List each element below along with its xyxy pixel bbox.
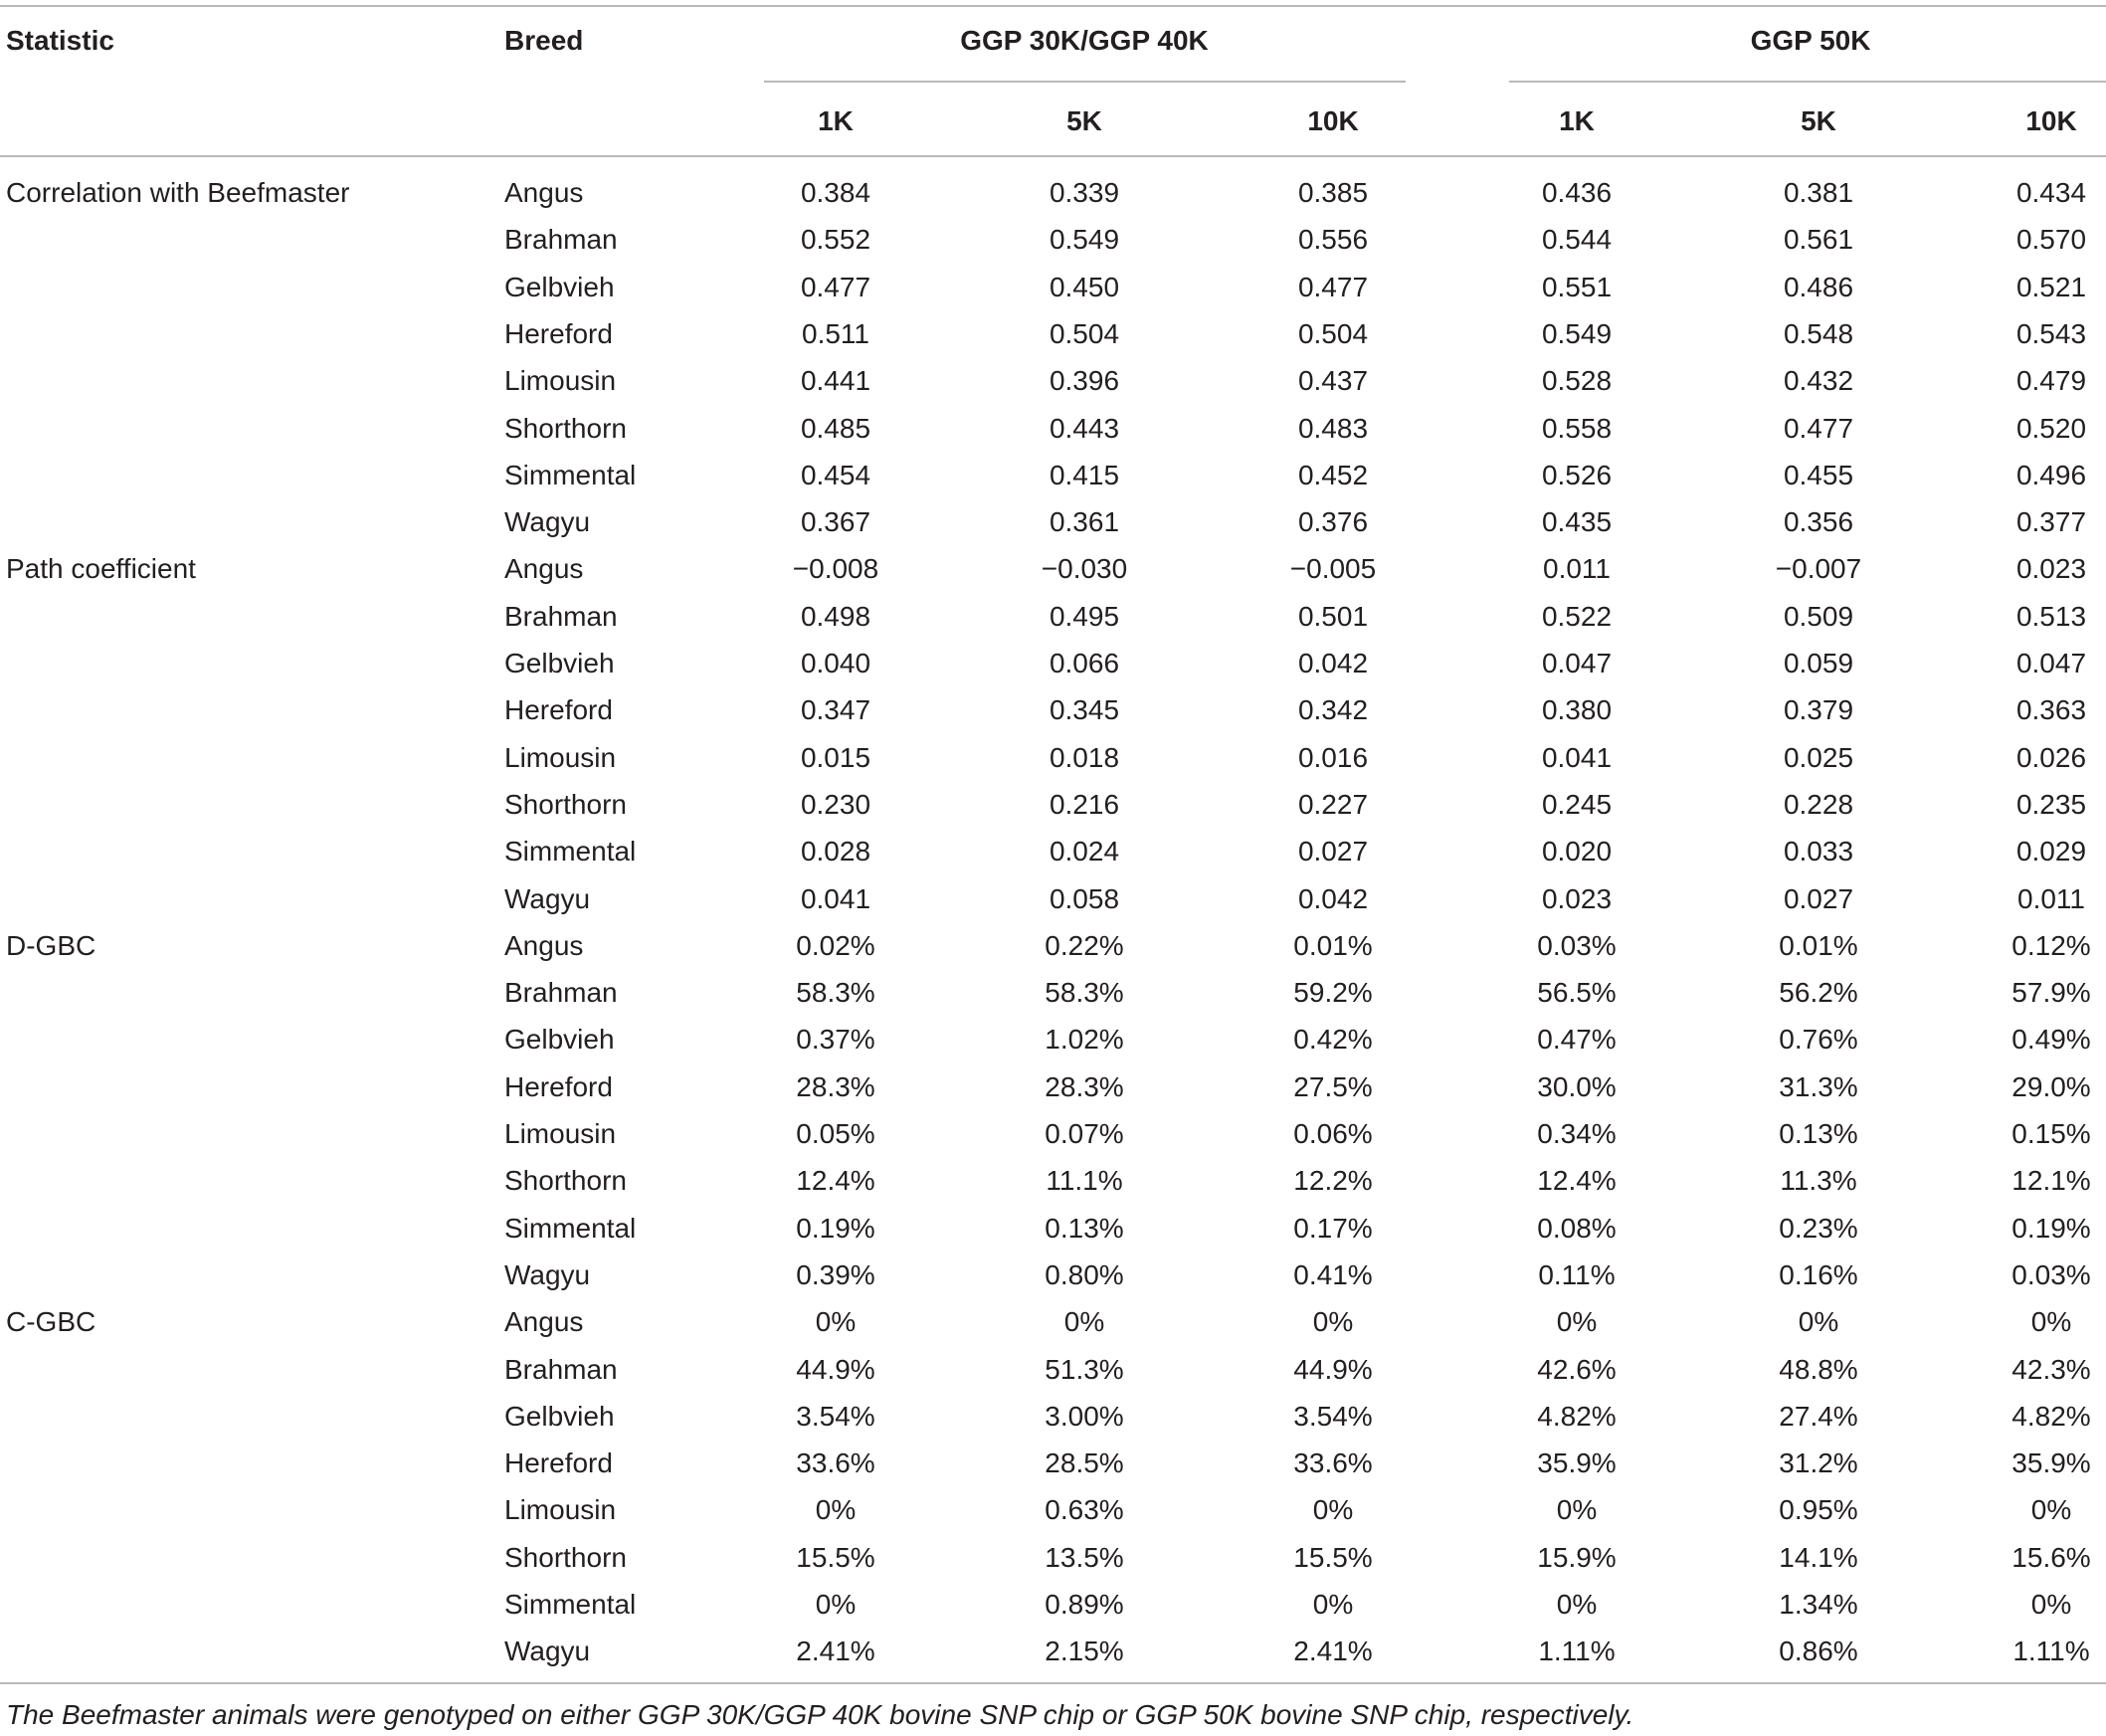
value-cell: 0.37%: [796, 1024, 875, 1056]
value-cell: 0.49%: [2011, 1024, 2091, 1056]
subheader-col-2: 5K: [1066, 105, 1102, 136]
value-cell: 29.0%: [2011, 1070, 2091, 1102]
value-cell: 15.9%: [1537, 1541, 1617, 1573]
value-cell: 0.245: [1541, 788, 1613, 820]
header-breed: Breed: [504, 25, 584, 56]
breed-cell: Angus: [504, 177, 584, 208]
breed-cell: Hereford: [504, 317, 613, 349]
value-cell: 0.023: [1541, 882, 1613, 914]
value-cell: 0.19%: [2011, 1212, 2091, 1244]
value-cell: 28.5%: [1045, 1447, 1124, 1479]
value-cell: 0.380: [1541, 694, 1613, 726]
header-group-ggp30-40: GGP 30K/GGP 40K: [960, 25, 1209, 56]
value-cell: 0.561: [1783, 224, 1854, 256]
value-cell: 0.07%: [1045, 1118, 1124, 1149]
value-cell: 12.2%: [1293, 1165, 1373, 1197]
value-cell: 0.339: [1049, 177, 1120, 208]
value-cell: 3.00%: [1045, 1400, 1124, 1432]
value-cell: 0.059: [1783, 648, 1854, 678]
value-cell: 28.3%: [1045, 1070, 1124, 1102]
value-cell: 2.41%: [796, 1636, 875, 1667]
value-cell: 0.47%: [1537, 1024, 1617, 1056]
value-cell: 2.41%: [1293, 1636, 1373, 1667]
value-cell: 27.5%: [1293, 1070, 1373, 1102]
value-cell: 2.15%: [1045, 1636, 1124, 1667]
value-cell: 0.347: [800, 694, 871, 726]
value-cell: 0.385: [1297, 177, 1369, 208]
breed-cell: Hereford: [504, 1070, 613, 1102]
value-cell: 11.3%: [1780, 1165, 1857, 1197]
value-cell: 0%: [2030, 1306, 2072, 1338]
value-cell: 3.54%: [1293, 1400, 1373, 1432]
value-cell: 0.520: [2015, 412, 2087, 444]
value-cell: 1.02%: [1045, 1024, 1124, 1056]
top-rule: [0, 5, 2106, 7]
value-cell: 0.024: [1049, 836, 1120, 868]
section-label: D-GBC: [6, 929, 96, 961]
value-cell: 0.216: [1049, 788, 1120, 820]
value-cell: 0.018: [1049, 741, 1120, 773]
value-cell: 0.477: [1783, 412, 1854, 444]
value-cell: 51.3%: [1045, 1353, 1124, 1385]
value-cell: 0.028: [800, 836, 871, 868]
value-cell: 0.486: [1783, 271, 1854, 302]
value-cell: 0.027: [1297, 836, 1369, 868]
breed-cell: Limousin: [504, 741, 617, 773]
value-cell: 0.549: [1049, 224, 1120, 256]
breed-cell: Angus: [504, 929, 584, 961]
value-cell: 0.396: [1049, 365, 1120, 397]
value-cell: 0.020: [1541, 836, 1613, 868]
value-cell: 0%: [1556, 1589, 1598, 1620]
value-cell: 0.80%: [1045, 1258, 1124, 1290]
value-cell: −0.007: [1775, 553, 1862, 585]
value-cell: 0.95%: [1779, 1494, 1858, 1526]
value-cell: −0.008: [792, 553, 879, 585]
value-cell: 0.415: [1049, 459, 1120, 490]
value-cell: 0.01%: [1293, 929, 1373, 961]
breed-cell: Wagyu: [504, 1258, 591, 1290]
breed-cell: Angus: [504, 553, 584, 585]
value-cell: 0.025: [1783, 741, 1854, 773]
value-cell: 0.11%: [1538, 1258, 1616, 1290]
value-cell: 15.5%: [1293, 1541, 1373, 1573]
breed-cell: Gelbvieh: [504, 271, 615, 302]
value-cell: 0.477: [1297, 271, 1369, 302]
value-cell: 0.011: [2017, 882, 2085, 914]
value-cell: 0.522: [1541, 600, 1613, 632]
value-cell: 0%: [2030, 1589, 2072, 1620]
value-cell: 33.6%: [796, 1447, 875, 1479]
value-cell: 0.86%: [1779, 1636, 1858, 1667]
value-cell: 0.06%: [1293, 1118, 1373, 1149]
value-cell: 0.543: [2015, 317, 2087, 349]
value-cell: 0%: [1312, 1494, 1354, 1526]
value-cell: 0.521: [2015, 271, 2087, 302]
value-cell: 0%: [815, 1589, 857, 1620]
value-cell: 0.501: [1297, 600, 1369, 632]
value-cell: 0.63%: [1045, 1494, 1124, 1526]
value-cell: 0.230: [800, 788, 871, 820]
value-cell: 0.452: [1297, 459, 1369, 490]
value-cell: 0.03%: [1537, 929, 1617, 961]
value-cell: 44.9%: [796, 1353, 875, 1385]
value-cell: 57.9%: [2011, 977, 2091, 1009]
value-cell: 0.42%: [1293, 1024, 1373, 1056]
value-cell: −0.005: [1289, 553, 1377, 585]
value-cell: 15.5%: [796, 1541, 875, 1573]
value-cell: 0.526: [1541, 459, 1613, 490]
breed-cell: Hereford: [504, 694, 613, 726]
value-cell: 0.042: [1297, 648, 1369, 678]
breed-cell: Simmental: [504, 1212, 637, 1244]
breed-cell: Brahman: [504, 1353, 618, 1385]
subheader-col-3: 10K: [1307, 105, 1359, 136]
value-cell: 0.040: [800, 648, 871, 678]
subheader-col-1: 1K: [818, 105, 854, 136]
value-cell: 0.495: [1049, 600, 1120, 632]
value-cell: 0.02%: [796, 929, 875, 961]
value-cell: 56.5%: [1537, 977, 1617, 1009]
breed-cell: Limousin: [504, 1118, 617, 1149]
value-cell: 0.023: [2015, 553, 2087, 585]
value-cell: 0.356: [1783, 506, 1854, 538]
value-cell: 0.058: [1049, 882, 1120, 914]
value-cell: 0.450: [1049, 271, 1120, 302]
value-cell: 0%: [1063, 1306, 1105, 1338]
value-cell: 0.026: [2015, 741, 2087, 773]
value-cell: 0.029: [2015, 836, 2087, 868]
value-cell: 0%: [2030, 1494, 2072, 1526]
value-cell: 0.15%: [2011, 1118, 2091, 1149]
value-cell: 14.1%: [1779, 1541, 1858, 1573]
breed-cell: Angus: [504, 1306, 584, 1338]
value-cell: 0.441: [800, 365, 871, 397]
value-cell: 12.1%: [2011, 1165, 2091, 1197]
value-cell: 30.0%: [1537, 1070, 1617, 1102]
section-label: C-GBC: [6, 1306, 96, 1338]
value-cell: 15.6%: [2011, 1541, 2091, 1573]
value-cell: 0%: [1312, 1306, 1354, 1338]
value-cell: 0%: [1556, 1494, 1598, 1526]
subheader-col-6: 10K: [2025, 105, 2077, 136]
value-cell: 1.34%: [1779, 1589, 1858, 1620]
value-cell: 12.4%: [1537, 1165, 1617, 1197]
value-cell: 0.235: [2015, 788, 2087, 820]
value-cell: 0.436: [1541, 177, 1613, 208]
group1-underline: [764, 81, 1406, 83]
breed-cell: Shorthorn: [504, 412, 627, 444]
value-cell: 0.01%: [1779, 929, 1858, 961]
value-cell: 0.227: [1297, 788, 1369, 820]
value-cell: 0.544: [1541, 224, 1613, 256]
value-cell: 0.376: [1297, 506, 1369, 538]
value-cell: 0.363: [2015, 694, 2087, 726]
breed-cell: Simmental: [504, 836, 637, 868]
value-cell: 35.9%: [2011, 1447, 2091, 1479]
subheader-col-4: 1K: [1559, 105, 1595, 136]
value-cell: 0.34%: [1537, 1118, 1617, 1149]
bottom-rule: [0, 1682, 2106, 1684]
value-cell: 0.042: [1297, 882, 1369, 914]
value-cell: 0.23%: [1779, 1212, 1858, 1244]
value-cell: 0.528: [1541, 365, 1613, 397]
value-cell: 13.5%: [1045, 1541, 1124, 1573]
value-cell: 0.05%: [796, 1118, 875, 1149]
value-cell: 0.479: [2015, 365, 2087, 397]
value-cell: 0.549: [1541, 317, 1613, 349]
breed-cell: Wagyu: [504, 506, 591, 538]
value-cell: 0.08%: [1537, 1212, 1617, 1244]
value-cell: 58.3%: [796, 977, 875, 1009]
value-cell: 0.047: [2015, 648, 2087, 678]
value-cell: 35.9%: [1537, 1447, 1617, 1479]
value-cell: 0.027: [1783, 882, 1854, 914]
value-cell: 0.066: [1049, 648, 1120, 678]
value-cell: 0.015: [800, 741, 871, 773]
value-cell: 0.551: [1541, 271, 1613, 302]
value-cell: 58.3%: [1045, 977, 1124, 1009]
value-cell: 3.54%: [796, 1400, 875, 1432]
breed-cell: Hereford: [504, 1447, 613, 1479]
value-cell: 1.11%: [1538, 1636, 1616, 1667]
value-cell: 0.556: [1297, 224, 1369, 256]
value-cell: 0.504: [1049, 317, 1120, 349]
table-footnote: The Beefmaster animals were genotyped on either GGP 30K/GGP 40K bovine SNP chip or GGP 50K bovine SNP chip, respectively.: [6, 1699, 1634, 1730]
value-cell: 0.379: [1783, 694, 1854, 726]
value-cell: 0.16%: [1779, 1258, 1858, 1290]
value-cell: 1.11%: [2012, 1636, 2090, 1667]
value-cell: 0.17%: [1293, 1212, 1373, 1244]
breed-cell: Wagyu: [504, 1636, 591, 1667]
value-cell: 0.76%: [1779, 1024, 1858, 1056]
value-cell: 0.39%: [796, 1258, 875, 1290]
value-cell: 27.4%: [1779, 1400, 1858, 1432]
value-cell: 31.2%: [1779, 1447, 1858, 1479]
value-cell: 48.8%: [1779, 1353, 1858, 1385]
value-cell: 0.454: [800, 459, 871, 490]
value-cell: 0.384: [800, 177, 871, 208]
value-cell: 0.011: [1543, 553, 1611, 585]
value-cell: 42.3%: [2011, 1353, 2091, 1385]
value-cell: 42.6%: [1537, 1353, 1617, 1385]
header-statistic: Statistic: [6, 25, 114, 56]
breed-cell: Shorthorn: [504, 1165, 627, 1197]
value-cell: 28.3%: [796, 1070, 875, 1102]
value-cell: 0.03%: [2011, 1258, 2091, 1290]
value-cell: 0.477: [800, 271, 871, 302]
value-cell: 0%: [815, 1494, 857, 1526]
value-cell: 33.6%: [1293, 1447, 1373, 1479]
value-cell: 0%: [1556, 1306, 1598, 1338]
value-cell: 0.509: [1783, 600, 1854, 632]
value-cell: 0.89%: [1045, 1589, 1124, 1620]
value-cell: 0.361: [1049, 506, 1120, 538]
value-cell: 0.485: [800, 412, 871, 444]
value-cell: 0.443: [1049, 412, 1120, 444]
value-cell: 0%: [1312, 1589, 1354, 1620]
value-cell: 0.381: [1783, 177, 1854, 208]
breed-cell: Gelbvieh: [504, 648, 615, 678]
section-label: Correlation with Beefmaster: [6, 177, 350, 208]
value-cell: 0.041: [1541, 741, 1613, 773]
value-cell: 0.228: [1783, 788, 1854, 820]
value-cell: 0.016: [1297, 741, 1369, 773]
value-cell: 59.2%: [1293, 977, 1373, 1009]
value-cell: 0.435: [1541, 506, 1613, 538]
breed-cell: Shorthorn: [504, 1541, 627, 1573]
value-cell: 56.2%: [1779, 977, 1858, 1009]
breed-cell: Simmental: [504, 459, 637, 490]
breed-cell: Gelbvieh: [504, 1400, 615, 1432]
header-group-ggp50: GGP 50K: [1750, 25, 1871, 56]
value-cell: 44.9%: [1293, 1353, 1373, 1385]
value-cell: 0.483: [1297, 412, 1369, 444]
value-cell: 0.548: [1783, 317, 1854, 349]
breed-cell: Simmental: [504, 1589, 637, 1620]
value-cell: 0.434: [2015, 177, 2087, 208]
value-cell: 0.367: [800, 506, 871, 538]
value-cell: 31.3%: [1779, 1070, 1858, 1102]
value-cell: 0%: [815, 1306, 857, 1338]
breed-cell: Brahman: [504, 600, 618, 632]
value-cell: 4.82%: [1537, 1400, 1617, 1432]
breed-cell: Wagyu: [504, 882, 591, 914]
value-cell: 0.437: [1297, 365, 1369, 397]
value-cell: 0.345: [1049, 694, 1120, 726]
value-cell: 0.498: [800, 600, 871, 632]
value-cell: 0%: [1798, 1306, 1839, 1338]
value-cell: 0.13%: [1779, 1118, 1858, 1149]
breed-cell: Limousin: [504, 1494, 617, 1526]
value-cell: 0.496: [2015, 459, 2087, 490]
value-cell: 0.13%: [1045, 1212, 1124, 1244]
value-cell: 11.1%: [1046, 1165, 1123, 1197]
value-cell: 0.033: [1783, 836, 1854, 868]
value-cell: 0.513: [2015, 600, 2087, 632]
breed-cell: Shorthorn: [504, 788, 627, 820]
value-cell: 0.504: [1297, 317, 1369, 349]
value-cell: 0.377: [2015, 506, 2087, 538]
value-cell: 0.041: [800, 882, 871, 914]
value-cell: 0.41%: [1293, 1258, 1373, 1290]
value-cell: 0.22%: [1045, 929, 1124, 961]
value-cell: 12.4%: [796, 1165, 875, 1197]
value-cell: 0.047: [1541, 648, 1613, 678]
value-cell: 0.558: [1541, 412, 1613, 444]
value-cell: 0.342: [1297, 694, 1369, 726]
section-label: Path coefficient: [6, 553, 196, 585]
value-cell: 0.570: [2015, 224, 2087, 256]
header-rule: [0, 155, 2106, 157]
group2-underline: [1509, 81, 2106, 83]
subheader-col-5: 5K: [1801, 105, 1836, 136]
value-cell: 0.19%: [796, 1212, 875, 1244]
value-cell: 0.432: [1783, 365, 1854, 397]
value-cell: 0.552: [800, 224, 871, 256]
breed-cell: Gelbvieh: [504, 1024, 615, 1056]
breed-cell: Limousin: [504, 365, 617, 397]
value-cell: 0.12%: [2011, 929, 2091, 961]
breed-cell: Brahman: [504, 977, 618, 1009]
value-cell: 0.511: [802, 317, 869, 349]
breed-cell: Brahman: [504, 224, 618, 256]
value-cell: −0.030: [1041, 553, 1128, 585]
value-cell: 4.82%: [2011, 1400, 2091, 1432]
value-cell: 0.455: [1783, 459, 1854, 490]
